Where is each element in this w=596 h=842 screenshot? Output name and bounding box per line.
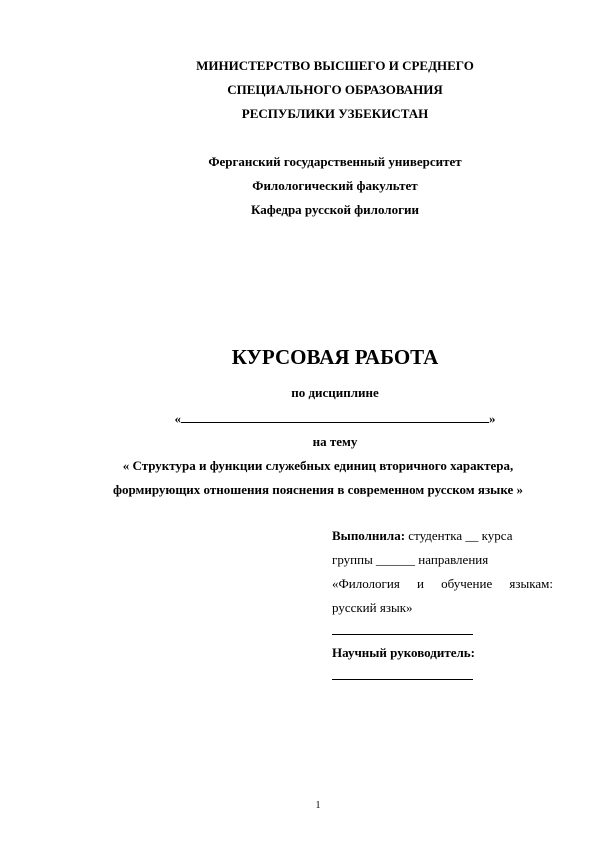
performed-row [332,524,553,548]
ministry-line-1: МИНИСТЕРСТВО ВЫСШЕГО И СРЕДНЕГО [196,58,474,73]
discipline-label: по дисциплине [291,385,379,400]
direction-word: обучение [441,576,493,591]
ministry-line-3: РЕСПУБЛИКИ УЗБЕКИСТАН [241,106,429,121]
direction-word: языкам: [509,576,553,591]
performed-text: студентка __ курса [405,528,513,543]
discipline-close-quote: » [489,411,496,426]
student-name-blank [332,620,473,635]
discipline-open-quote: « [174,411,181,426]
department-name: Кафедра русской филологии [251,202,419,217]
discipline-field [70,410,596,427]
supervisor-name-blank [332,665,473,680]
supervisor-label: Научный руководитель: [332,645,475,660]
direction-row [332,572,553,596]
performed-label: Выполнила: [332,528,406,543]
faculty-name: Филологический факультет [252,178,418,193]
page-number: 1 [315,800,321,811]
direction-word: и [416,576,424,591]
topic-label: на тему [312,434,358,449]
discipline-blank-line [181,410,489,423]
supervisor-row [332,641,553,665]
topic-line-1: « Структура и функции служебных единиц вторичного характера, [122,458,514,473]
direction-word: «Филология [332,576,400,591]
ministry-line-2: СПЕЦИАЛЬНОГО ОБРАЗОВАНИЯ [227,82,443,97]
group-row: группы ______ направления [332,552,489,567]
topic-line-2: формирующих отношения пояснения в современном русском языке » [112,482,524,497]
author-block [332,524,553,686]
direction-row-2: русский язык» [332,600,413,615]
university-name: Ферганский государственный университет [208,154,462,169]
document-title: КУРСОВАЯ РАБОТА [231,345,439,369]
